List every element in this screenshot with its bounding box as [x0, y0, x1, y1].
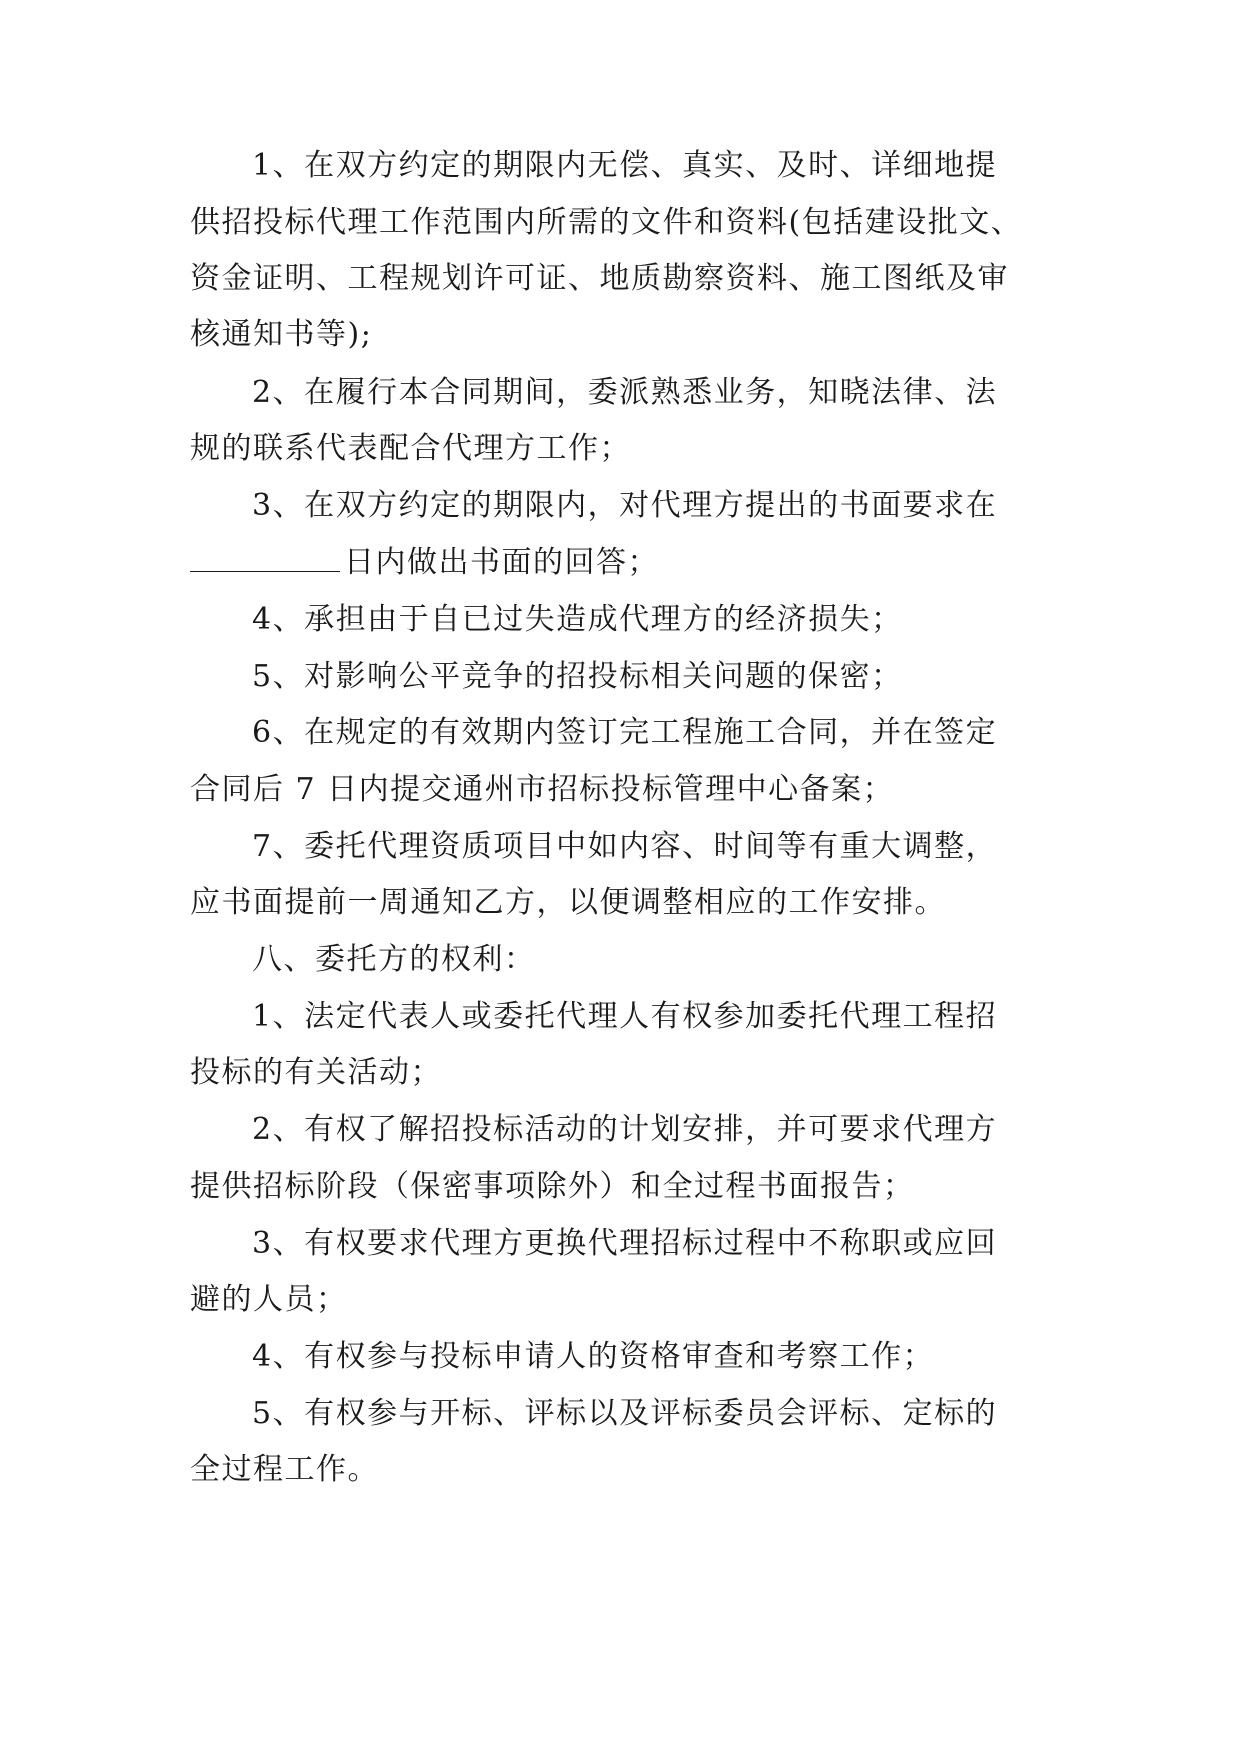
rights-1-line-2: 投标的有关活动；: [190, 1055, 442, 1090]
paragraph-1-line-1: 1、在双方约定的期限内无偿、真实、及时、详细地提: [252, 148, 998, 183]
paragraph-3-line-1: 3、在双方约定的期限内，对代理方提出的书面要求在: [252, 488, 998, 523]
rights-2-line-1: 2、有权了解招投标活动的计划安排，并可要求代理方: [252, 1112, 998, 1147]
rights-5-line-1: 5、有权参与开标、评标以及评标委员会评标、定标的: [252, 1396, 998, 1431]
fill-in-blank: [190, 545, 340, 572]
rights-5-line-2: 全过程工作。: [190, 1452, 379, 1487]
paragraph-2-line-1: 2、在履行本合同期间，委派熟悉业务，知晓法律、法: [252, 375, 998, 410]
paragraph-2-line-2: 规的联系代表配合代理方工作；: [190, 431, 631, 466]
section-heading-client-rights: 八、委托方的权利：: [252, 942, 536, 977]
paragraph-6-line-1: 6、在规定的有效期内签订完工程施工合同，并在签定: [252, 715, 998, 750]
paragraph-7-line-1: 7、委托代理资质项目中如内容、时间等有重大调整，: [252, 829, 998, 864]
paragraph-1-line-2: 供招投标代理工作范围内所需的文件和资料(包括建设批文、: [190, 205, 1023, 240]
paragraph-1-line-4: 核通知书等);: [190, 317, 373, 352]
paragraph-4-line-1: 4、承担由于自已过失造成代理方的经济损失；: [252, 602, 903, 637]
rights-1-line-1: 1、法定代表人或委托代理人有权参加委托代理工程招: [252, 999, 998, 1034]
rights-3-line-1: 3、有权要求代理方更换代理招标过程中不称职或应回: [252, 1226, 998, 1261]
paragraph-1-line-3: 资金证明、工程规划许可证、地质勘察资料、施工图纸及审: [190, 261, 1009, 296]
rights-2-line-2: 提供招标阶段（保密事项除外）和全过程书面报告；: [190, 1169, 915, 1204]
rights-4-line-1: 4、有权参与投标申请人的资格审查和考察工作；: [252, 1339, 935, 1374]
paragraph-5-line-1: 5、对影响公平竞争的招投标相关问题的保密；: [252, 659, 903, 694]
paragraph-7-line-2: 应书面提前一周通知乙方，以便调整相应的工作安排。: [190, 885, 946, 920]
rights-3-line-2: 避的人员；: [190, 1282, 348, 1317]
paragraph-3-line-2-text: 日内做出书面的回答；: [344, 545, 659, 580]
paragraph-6-line-2: 合同后 7 日内提交通州市招标投标管理中心备案；: [190, 772, 895, 807]
paragraph-3-line-2: [190, 543, 659, 583]
